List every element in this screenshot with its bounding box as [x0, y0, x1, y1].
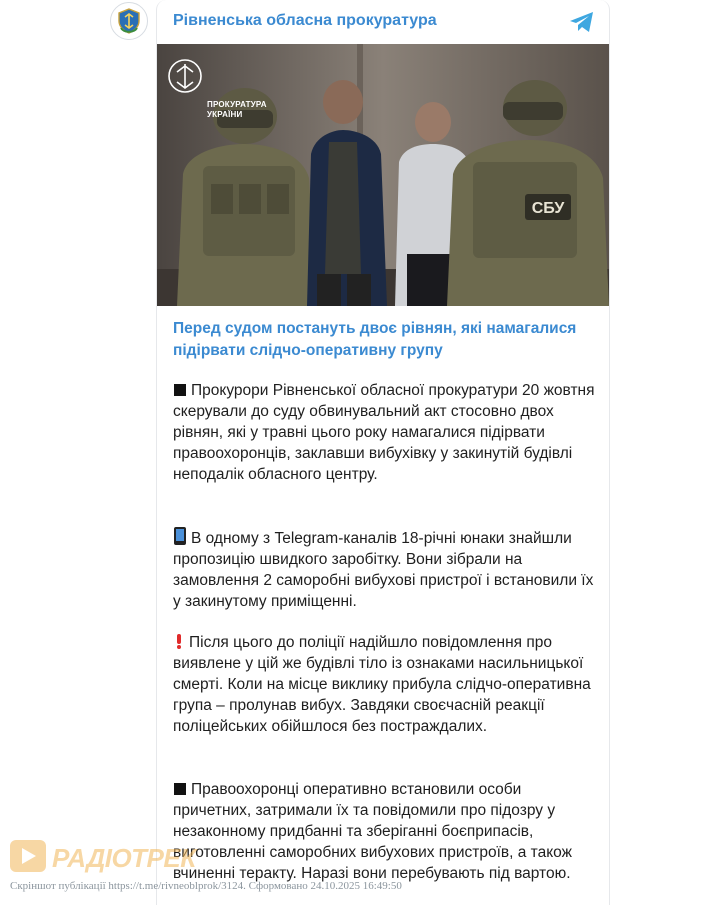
- post-paragraph-3: Після цього до поліції надійшло повідомлення про виявлене у цій же будівлі тіло із ознаками насильницької смерті. Коли на місце виклику прибула слідчо-оперативна група – пролунав вибух. Завдяки своєчасній реакції поліцейських обійшлося без постраждалих.: [173, 634, 591, 735]
- post-headline: Перед судом постануть двоє рівнян, які намагалися підірвати слідчо-оперативну групу: [173, 320, 577, 359]
- channel-avatar[interactable]: [110, 2, 148, 40]
- vest-label: СБУ: [531, 200, 565, 217]
- play-logo-icon: [8, 838, 48, 876]
- post-header: [157, 0, 609, 44]
- photo-illustration: [157, 44, 609, 306]
- black-square-icon: [173, 383, 187, 397]
- channel-name[interactable]: Рівненська обласна прокуратура: [173, 12, 437, 29]
- telegram-icon[interactable]: [569, 10, 595, 34]
- prosecutor-logo-label: ПРОКУРАТУРА УКРАЇНИ: [207, 100, 267, 119]
- mobile-phone-icon: [173, 527, 187, 545]
- screenshot-caption: Скріншот публікації https://t.me/rivneoblprok/3124. Сформовано 24.10.2025 16:49:50: [10, 880, 402, 892]
- post-paragraph-2: В одному з Telegram-каналів 18-річні юнаки знайшли пропозицію швидкого заробітку. Вони зібрали на замовлення 2 саморобні вибухові пристрої і встановили їх у закинутому приміщенні.: [173, 527, 595, 612]
- post-photo[interactable]: [157, 44, 609, 306]
- prosecutor-emblem-icon: [114, 6, 144, 36]
- watermark-brand: РАДІОТРЕК: [52, 843, 196, 873]
- exclamation-icon: [173, 633, 185, 649]
- post-card: [156, 0, 610, 905]
- post-paragraph-4: Правоохоронці оперативно встановили особи причетних, затримали їх та повідомили про підозру у незаконному придбанні та зберіганні боєприпасів, виготовленні саморобних вибухових пристроїв, а також вчиненні теракту. Наразі вони перебувають під вартою.: [173, 781, 572, 882]
- black-square-icon: [173, 782, 187, 796]
- post-paragraph-1: Прокурори Рівненської обласної прокуратури 20 жовтня скерували до суду обвинувальний акт стосовно двох рівнян, які у травні цього року намагалися підірвати правоохоронців, заклавши вибухівку у закинутій будівлі неподалік обласного центру.: [173, 382, 595, 483]
